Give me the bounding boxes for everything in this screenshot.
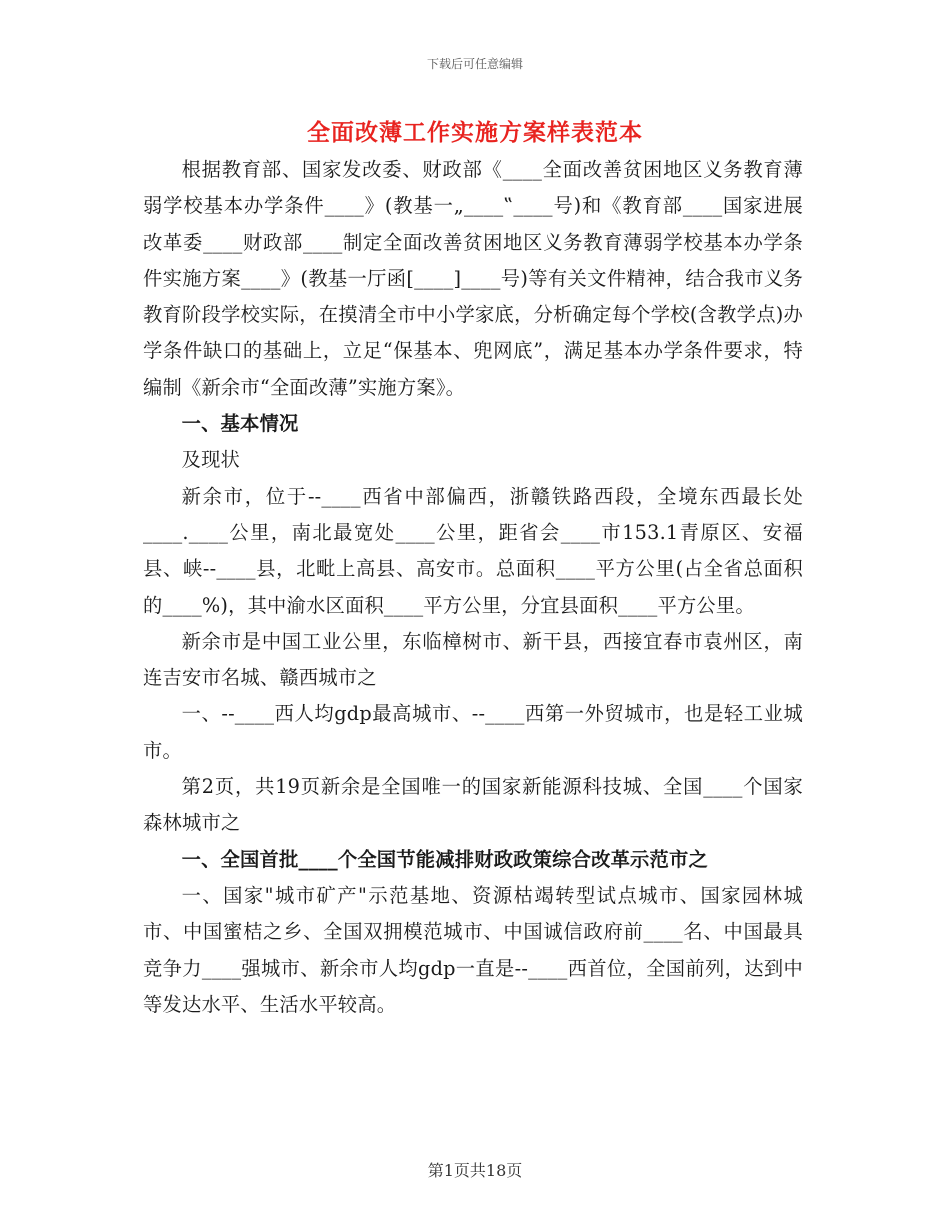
paragraph-gdp: 一、--____西人均gdp最高城市、--____西第一外贸城市，也是轻工业城市。 xyxy=(143,702,803,762)
page-header-note: 下载后可任意编辑 xyxy=(426,57,523,71)
paragraph-honors: 一、国家"城市矿产"示范基地、资源枯竭转型试点城市、国家园林城市、中国蜜桔之乡、全国双拥模范城市、中国诚信政府前____名、中国最具竞争力____强城市、新余市人均gdp一直是--____西首位，全国前列，达到中等发达水平、生活水平较高。 xyxy=(143,883,803,1016)
paragraph-energy-city: 第2页，共19页新余是全国唯一的国家新能源科技城、全国____个国家森林城市之 xyxy=(143,775,803,835)
paragraph-location: 新余市，位于--____西省中部偏西，浙赣铁路西段，全境东西最长处____.____公里，南北最宽处____公里，距省会____市153.1青原区、安福县、峡--____县，北毗上高县、高安市。总面积____平方公里(占全省总面积的____%)，其中渝水区面积____平方公里，分宜县面积____平方公里。 xyxy=(143,484,803,617)
document-title: 全面改薄工作实施方案样表范本 xyxy=(307,119,643,146)
paragraph-pilot-city: 一、全国首批____个全国节能减排财政政策综合改革示范市之 xyxy=(181,847,708,871)
paragraph-city-overview: 新余市是中国工业公里，东临樟树市、新干县，西接宜春市袁州区，南连吉安市名城、赣西城市之 xyxy=(143,629,803,690)
paragraph-status: 及现状 xyxy=(181,448,241,472)
section-heading-basic-situation: 一、基本情况 xyxy=(181,412,299,436)
paragraph-intro: 根据教育部、国家发改委、财政部《____全面改善贫困地区义务教育薄弱学校基本办学条件____》(教基一„____‟____号)和《教育部____国家进展改革委____财政部____制定全面改善贫困地区义务教育薄弱学校基本办学条件实施方案____》(教基一厅函[____]____号)等有关文件精神，结合我市义务教育阶段学校实际，在摸清全市中小学家底，分析确定每个学校(含教学点)办学条件缺口的基础上，立足“保基本、兜网底”，满足基本办学条件要求，特编制《新余市“全面改薄”实施方案》。 xyxy=(143,158,803,399)
page-number-footer: 第1页共18页 xyxy=(427,1161,523,1180)
document-body xyxy=(143,152,803,1023)
